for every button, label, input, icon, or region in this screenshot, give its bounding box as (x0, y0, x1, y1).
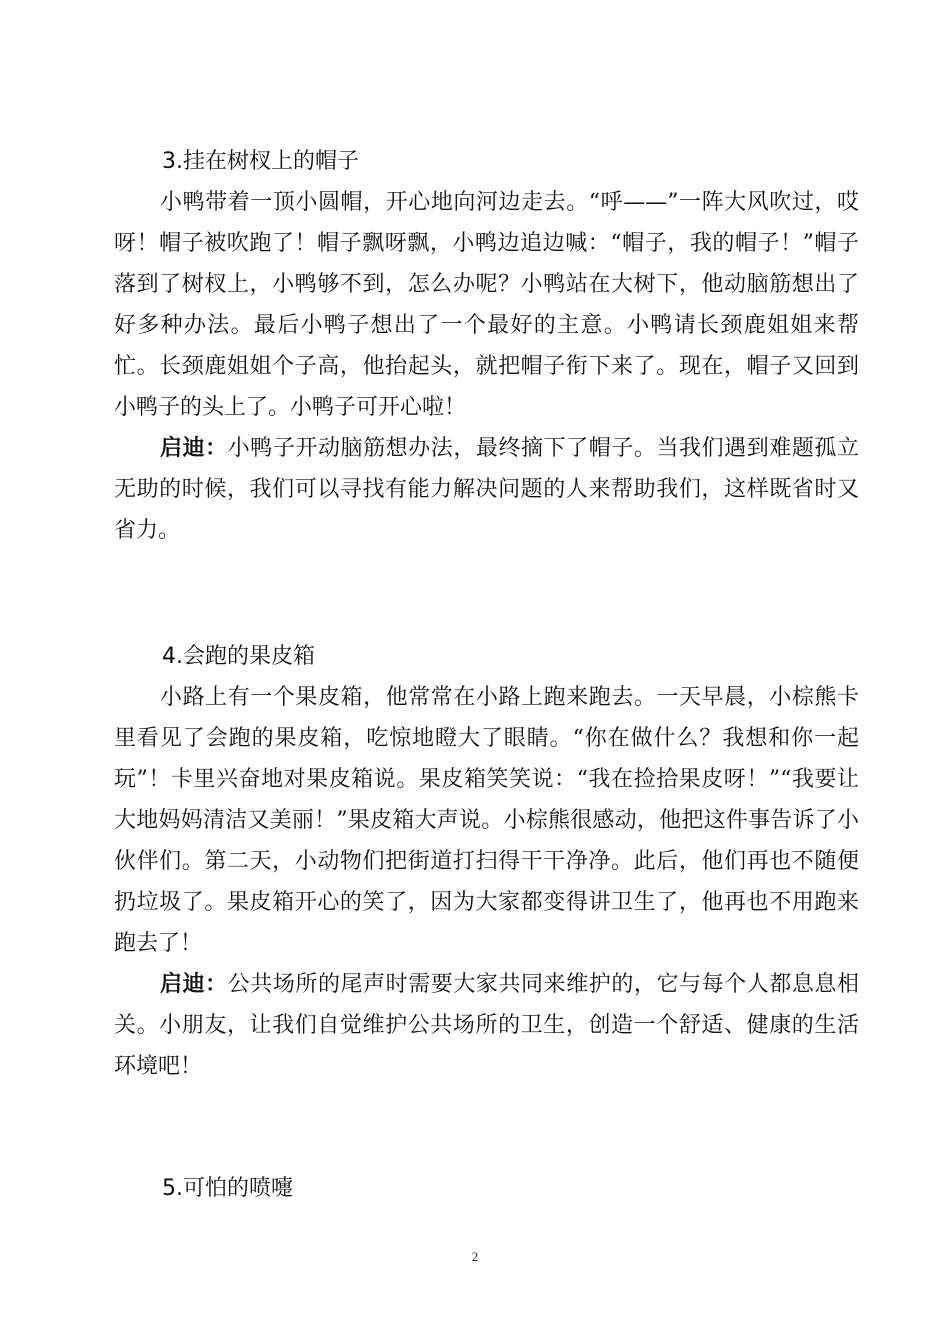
story-paragraph-4 (114, 677, 859, 964)
section-spacer (114, 1087, 859, 1169)
section-title-4: 4.会跑的果皮箱 (162, 644, 315, 669)
insight-label: 启迪： (160, 972, 228, 997)
page-content (114, 142, 859, 1209)
story-paragraph-3 (114, 182, 859, 428)
section-title-3: 3.挂在树杈上的帽子 (162, 149, 359, 174)
section-spacer (114, 551, 859, 637)
insight-paragraph-3 (114, 428, 859, 551)
insight-label: 启迪： (160, 436, 228, 461)
page-number: 2 (471, 1249, 479, 1264)
story-text: 小路上有一个果皮箱，他常常在小路上跑来跑去。一天早晨，小棕熊卡里看见了会跑的果皮箱，吃惊地瞪大了眼睛。“你在做什么？我想和你一起玩”！卡里兴奋地对果皮箱说。果皮箱笑笑说：“我在捡拾果皮呀！”“我要让大地妈妈清洁又美丽！”果皮箱大声说。小棕熊很感动，他把这件事告诉了小伙伴们。第二天，小动物们把街道打扫得干干净净。此后，他们再也不随便扔垃圾了。果皮箱开心的笑了，因为大家都变得讲卫生了，他再也不用跑来跑去了！ (114, 685, 859, 956)
insight-paragraph-4 (114, 964, 859, 1087)
insight-text: 小鸭子开动脑筋想办法，最终摘下了帽子。当我们遇到难题孤立无助的时候，我们可以寻找有能力解决问题的人来帮助我们，这样既省时又省力。 (114, 436, 859, 543)
section-title-5: 5.可怕的喷嚏 (162, 1176, 293, 1201)
insight-text: 公共场所的尾声时需要大家共同来维护的，它与每个人都息息相关。小朋友，让我们自觉维护公共场所的卫生，创造一个舒适、健康的生活环境吧！ (114, 972, 859, 1079)
story-text: 小鸭带着一顶小圆帽，开心地向河边走去。“呼——”一阵大风吹过，哎呀！帽子被吹跑了！帽子飘呀飘，小鸭边追边喊：“帽子，我的帽子！”帽子落到了树杈上，小鸭够不到，怎么办呢？小鸭站在大树下，他动脑筋想出了好多种办法。最后小鸭子想出了一个最好的主意。小鸭请长颈鹿姐姐来帮忙。长颈鹿姐姐个子高，他抬起头，就把帽子衔下来了。现在，帽子又回到小鸭子的头上了。小鸭子可开心啦！ (114, 190, 859, 420)
